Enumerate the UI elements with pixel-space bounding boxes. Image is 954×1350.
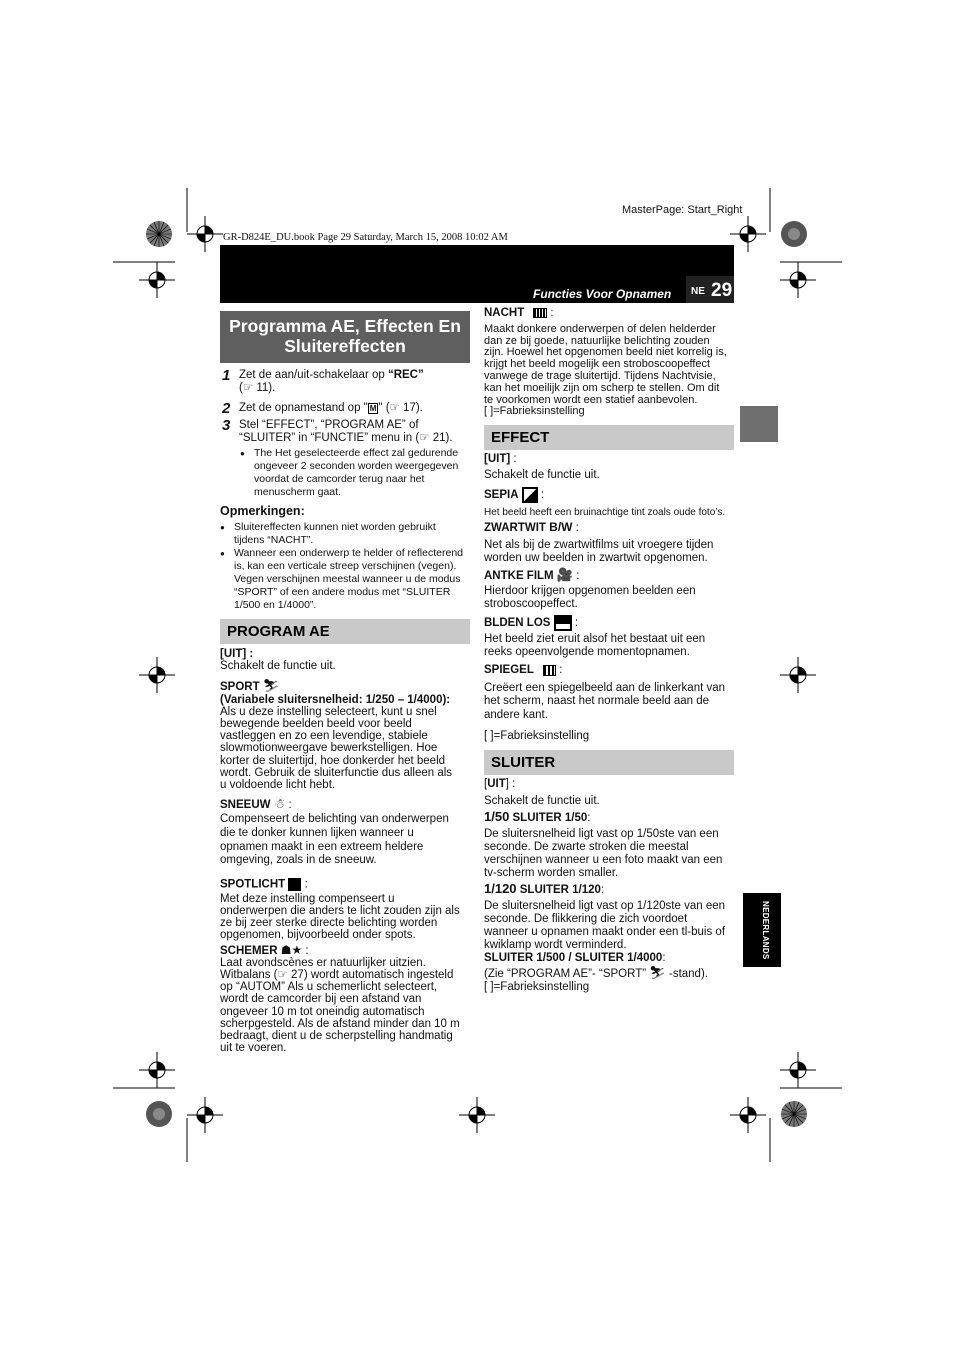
bw-icon: B/W <box>549 520 573 535</box>
step3-line2: “SLUITER” in “FUNCTIE” menu in (☞ 21). <box>239 432 453 445</box>
night-icon <box>533 308 547 318</box>
sport-icon: ⛷ <box>262 678 280 694</box>
s50-text: De sluitersnelheid ligt vast op 1/50ste van een seconde. De zwarte stroken die meestal verschijnen wanneer u een foto maakt van een tv-scherm worden smaller. <box>484 827 723 880</box>
crosshair-icon <box>187 1097 223 1133</box>
sport-icon: ⛷ <box>649 964 666 980</box>
crosshair-icon <box>730 1097 766 1133</box>
sneeuw-text: Compenseert de belichting van onderwerpen die te donker kunnen lijken wanneer u opnamen maakt in een extreem heldere omgeving, zoals in de sneeuw. <box>220 813 449 867</box>
page-title-line2: Sluitereffecten <box>284 336 406 356</box>
section-heading-program-ae: PROGRAM AE <box>220 619 470 644</box>
snowman-icon: ☃ <box>273 796 286 812</box>
m-mode-icon: M <box>369 404 377 413</box>
crosshair-icon <box>139 657 175 693</box>
crosshair-icon <box>780 262 816 298</box>
step-number: 3 <box>222 417 231 434</box>
step-number: 1 <box>222 367 231 384</box>
note-item: ● Wanneer een onderwerp te helder of reflecterend is, kan een verticale streep verschijnen (vegen). Vegen verschijnen meestal wanneer u de modus “SPORT” of een andere modus met “SLUITER 1/500 en 1/4000”. <box>220 547 464 611</box>
book-info: GR-D824E_DU.book Page 29 Saturday, March 15, 2008 10:02 AM <box>223 232 508 243</box>
crosshair-icon <box>780 1052 816 1088</box>
program-ae-content: [UIT] : Schakelt de functie uit. SPORT ⛷ (Variabele sluitersnelheid: 1/250 – 1/4000): Als u deze instelling selecteert, kunt u snel bewegende beelden beeld voor beeld vastleggen en zo een levendige, stabiele slowmotionweergave bewerkstelligen. Hoe korter de sluitertijd, hoe donkerder het beeld wordt. Gebruik de sluiterfunctie dus alleen als u voldoende licht hebt. SNEEUW ☃ : Compenseert de belichting van onderwerpen die te donker kunnen lijken wanneer u opnamen maakt in een extreem heldere omgeving, zoals in de sneeuw. SPOTLICHT : Met deze instelling compenseert u onderwerpen die anders te licht zouden zijn als ze bij zeer sterke directe belichting worden opgenomen, bijvoorbeeld onder spots. SCHEMER ☗★ : Laat avondscènes er natuurlijker uitzien. Witbalans (☞ 27) wordt automatisch ingesteld op “AUTOM” Als u schemerlicht selecteert, wordt de camcorder bij een afstand van ongeveer 10 m tot oneindig automatisch scherpgesteld. Als de afstand minder dan 10 m bedraagt, dient u de scherpstelling handmatig uit te voeren. <box>220 648 472 1054</box>
blden-los-text: Het beeld ziet eruit alsof het bestaat uit een reeks opeenvolgende momentopnamen. <box>484 632 706 659</box>
page-number: 29 <box>711 280 733 301</box>
sepia-icon <box>522 487 538 503</box>
s120-text: De sluitersnelheid ligt vast op 1/120ste van een seconde. De flikkering die zich voordoet wanneer u opnamen maakt onder een tl-buis of kwiklamp wordt verminderd. <box>484 899 726 952</box>
sport-label: SPORT <box>220 681 260 694</box>
crosshair-icon <box>187 216 223 252</box>
spiegel-label: SPIEGEL <box>484 664 534 677</box>
sepia-text: Het beeld heeft een bruinachtige tint zoals oude foto’s. <box>484 506 726 518</box>
s500-label: SLUITER 1/500 / SLUITER 1/4000 <box>484 952 663 965</box>
effect-uit-label: [UIT] <box>484 453 511 465</box>
s50-label: SLUITER 1/50 <box>512 812 588 825</box>
uit-label: [UIT] : <box>220 648 254 660</box>
antke-film-label: ANTKE FILM <box>484 570 554 583</box>
step1-text: Zet de aan/uit-schakelaar op <box>239 369 388 381</box>
effect-uit-text: Schakelt de functie uit. <box>484 469 600 482</box>
uit-text: Schakelt de functie uit. <box>220 660 336 673</box>
thumb-tab <box>740 406 778 442</box>
sport-text: Als u deze instelling selecteert, kunt u snel bewegende beelden beeld voor beeld vastleggen en zo een levendige, stabiele slowmotionweergave bewerkstelligen. Hoe korter de sluitertijd, hoe donkerder het beeld wordt. Gebruik de sluiterfunctie dus alleen als u voldoende licht hebt. <box>220 705 453 792</box>
zwartwit-label: ZWARTWIT <box>484 522 546 535</box>
film-camera-icon: 🎥 <box>556 567 574 583</box>
sneeuw-label: SNEEUW <box>220 799 271 812</box>
spiegel-text: Creëert een spiegelbeeld aan de linkerkant van het scherm, naast het normale beeld aan de andere kant. <box>484 681 726 721</box>
step2-text: Zet de opnamestand op " <box>239 402 368 414</box>
schemer-label: SCHEMER <box>220 944 278 957</box>
sepia-label: SEPIA <box>484 488 519 501</box>
zwartwit-text: Net als bij de zwartwitfilms uit vroegere tijden worden uw beelden in zwartwit opgenomen. <box>484 538 714 565</box>
spotlight-icon <box>288 878 301 891</box>
twilight-icon: ☗★ <box>280 942 303 957</box>
s50-icon: 1/50 <box>484 809 510 825</box>
step-number: 2 <box>222 400 231 417</box>
star-target-icon <box>145 220 173 248</box>
mirror-icon <box>543 665 556 676</box>
notes <box>220 504 472 611</box>
s500-text: (Zie “PROGRAM AE”- “SPORT” ⛷ -stand). <box>484 964 708 980</box>
notes-heading: Opmerkingen: <box>220 504 305 518</box>
page-title-box <box>220 311 470 363</box>
spotlicht-text: Met deze instelling compenseert u onderwerpen die anders te licht zouden zijn als ze bij zeer sterke directe belichting worden opgenomen, bijvoorbeeld onder spots. <box>220 892 460 942</box>
section-heading-effect: EFFECT <box>484 425 734 450</box>
crosshair-icon <box>459 1097 495 1133</box>
effect-content: [UIT] : Schakelt de functie uit. SEPIA : Het beeld heeft een bruinachtige tint zoals oude foto’s. ZWARTWIT B/W : Net als bij de zwartwitfilms uit vroegere tijden worden uw beelden in zwartwit opgenomen. ANTKE FILM 🎥 : Hierdoor krijgen opgenomen beelden een stroboscoopeffect. BLDEN LOS : Het beeld ziet eruit alsof het bestaat uit een reeks opeenvolgende momentopnamen. SPIEGEL : Creëert een spiegelbeeld aan de linkerkant van het scherm, naast het normale beeld aan de andere kant. [ ]=Fabrieksinstelling <box>484 453 736 744</box>
nacht-block: NACHT : Maakt donkere onderwerpen of delen helderder dan ze bij goede, natuurlijke belichting zouden zijn. Hoewel het opgenomen beeld niet korrelig is, krijgt het beeld mogelijk een stroboscoopeffect vanwege de trage sluitertijd. Tijdens Nachtvisie, kan het moeilijk zijn om scherp te stellen. Om dit te voorkomen wordt een statief aanbevolen. [ ]=Fabrieksinstelling <box>484 308 736 418</box>
step1-bold: “REC” <box>387 369 424 381</box>
star-target-icon <box>780 220 808 248</box>
step1-line2: (☞ 11). <box>239 382 276 395</box>
nacht-text: Maakt donkere onderwerpen of delen helderder dan ze bij goede, natuurlijke belichting zouden zijn. Hoewel het opgenomen beeld niet korrelig is, krijgt het beeld mogelijk een stroboscoopeffect vanwege de trage sluitertijd. Tijdens Nachtvisie, kan het moeilijk zijn om scherp te stellen. Om dit te voorkomen wordt een statief aanbevolen. <box>484 322 727 406</box>
crosshair-icon <box>139 1052 175 1088</box>
blden-los-label: BLDEN LOS <box>484 616 551 629</box>
crosshair-icon <box>730 216 766 252</box>
language-tab <box>743 893 781 967</box>
page-number-box <box>686 276 734 303</box>
sport-sub: (Variabele sluitersnelheid: 1/250 – 1/4000): <box>220 693 451 706</box>
sluiter-uit-label: UIT <box>487 778 506 790</box>
sluiter-factory-note: [ ]=Fabrieksinstelling <box>484 980 590 993</box>
star-target-icon <box>145 1100 173 1128</box>
sluiter-content: [UIT] : Schakelt de functie uit. 1/50 SLUITER 1/50: De sluitersnelheid ligt vast op 1/50ste van een seconde. De zwarte stroken die meestal verschijnen wanneer u een foto maakt van een tv-scherm worden smaller. 1/120 SLUITER 1/120: De sluitersnelheid ligt vast op 1/120ste van een seconde. De flikkering die zich voordoet wanneer u opnamen maakt onder een tl-buis of kwiklamp wordt verminderd. SLUITER 1/500 / SLUITER 1/4000: (Zie “PROGRAM AE”- “SPORT” ⛷ -stand). [ ]=Fabrieksinstelling <box>484 778 736 994</box>
factory-note: [ ]=Fabrieksinstelling <box>484 405 585 418</box>
page-title-line1: Programma AE, Effecten En <box>229 316 461 336</box>
antke-film-text: Hierdoor krijgen opgenomen beelden een stroboscoopeffect. <box>484 584 696 611</box>
strobe-icon <box>554 615 572 631</box>
step3-line1: Stel “EFFECT”, “PROGRAM AE” of <box>239 419 419 431</box>
master-page-label: MasterPage: Start_Right <box>622 204 743 216</box>
spotlicht-label: SPOTLICHT <box>220 878 286 891</box>
lang-code: NE <box>691 286 705 297</box>
s120-icon: 1/120 <box>484 881 517 897</box>
step2-post: " (☞ 17). <box>378 402 423 414</box>
effect-factory-note: [ ]=Fabrieksinstelling <box>484 730 590 743</box>
language-tab-label: NEDERLANDS <box>761 901 770 960</box>
nacht-label: NACHT <box>484 307 525 319</box>
sluiter-uit-text: Schakelt de functie uit. <box>484 795 600 808</box>
star-target-icon <box>780 1100 808 1128</box>
note-item: ● Sluitereffecten kunnen niet worden gebruikt tijdens “NACHT”. <box>220 521 436 546</box>
s120-label: SLUITER 1/120 <box>519 884 601 897</box>
section-label: Functies Voor Opnamen <box>533 287 672 301</box>
crosshair-icon <box>139 262 175 298</box>
step3-bullet: ● The Het geselecteerde effect zal gedurende ongeveer 2 seconden worden weergegeven voordat de camcorder terug naar het menuscherm gaat. <box>240 447 459 498</box>
schemer-text: Laat avondscènes er natuurlijker uitzien. Witbalans (☞ 27) wordt automatisch ingesteld op “AUTOM” Als u schemerlicht selecteert, wordt de camcorder bij een afstand van ongeveer 10 m tot oneindig automatisch scherpgesteld. Als de afstand minder dan 10 m bedraagt, dient u de scherpstelling handmatig uit te voeren. <box>220 956 460 1055</box>
section-heading-sluiter: SLUITER <box>484 750 734 775</box>
crosshair-icon <box>780 657 816 693</box>
